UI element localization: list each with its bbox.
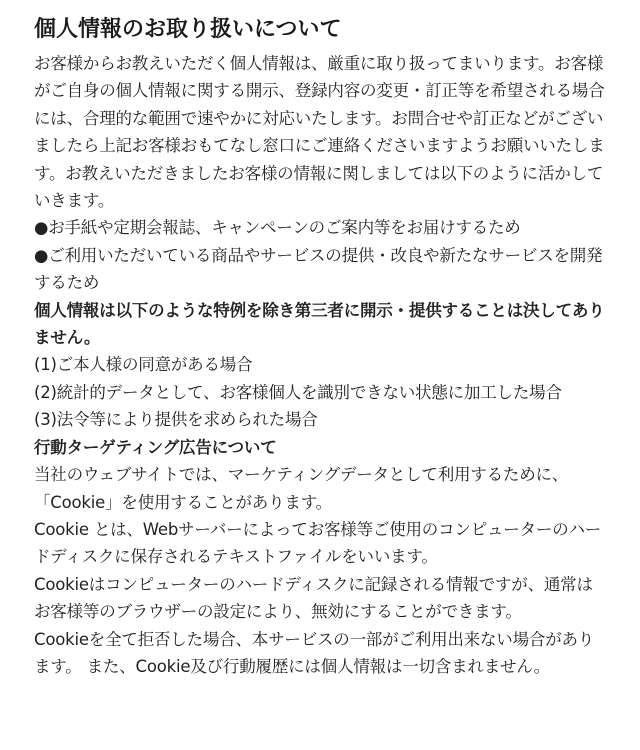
ad-heading: 行動ターゲティング広告について (34, 437, 277, 457)
exception-item-2: (2)統計的データとして、お客様個人を識別できない状態に加工した場合 (34, 382, 562, 402)
exception-item-3: (3)法令等により提供を求められた場合 (34, 410, 318, 430)
intro-paragraph: お客様からお教えいただく個人情報は、厳重に取り扱ってまいります。お客様がご自身の個人情報に関する開示、登録内容の変更・訂正等を希望される場合には、合理的な範囲で速やかに対応いたします。お問合せや訂正などがございましたら上記お客様おもてなし窓口にご連絡くださいますようお願いいたします。お教えいただきましたお客様の情報に関しましては以下のように活かしていきます。 (34, 54, 605, 211)
ad-paragraph-1: 当社のウェブサイトでは、マーケティングデータとして利用するために、「Cookie」を使用することがあります。 (34, 465, 569, 512)
use-item-1: ●お手紙や定期会報誌、キャンペーンのご案内等をお届けするため (34, 218, 521, 238)
ad-paragraph-4: Cookieを全て拒否した場合、本サービスの一部がご利用出来ない場合があります。 また、Cookie及び行動履歴には個人情報は一切含まれません。 (34, 629, 595, 676)
policy-body (34, 50, 606, 680)
ad-paragraph-3: Cookieはコンピューターのハードディスクに記録される情報ですが、通常はお客様等のブラウザーの設定により、無効にすることができます。 (34, 574, 593, 622)
use-item-2: ●ご利用いただいている商品やサービスの提供・改良や新たなサービスを開発するため (34, 245, 603, 293)
disclosure-heading: 個人情報は以下のような特例を除き第三者に開示・提供することは決してありません。 (34, 300, 605, 348)
exception-item-1: (1)ご本人様の同意がある場合 (34, 355, 253, 375)
page-title: 個人情報のお取り扱いについて (34, 17, 342, 42)
ad-paragraph-2: Cookie とは、Webサーバーによってお客様等ご使用のコンピューターのハードディスクに保存されるテキストファイルをいいます。 (34, 519, 602, 567)
